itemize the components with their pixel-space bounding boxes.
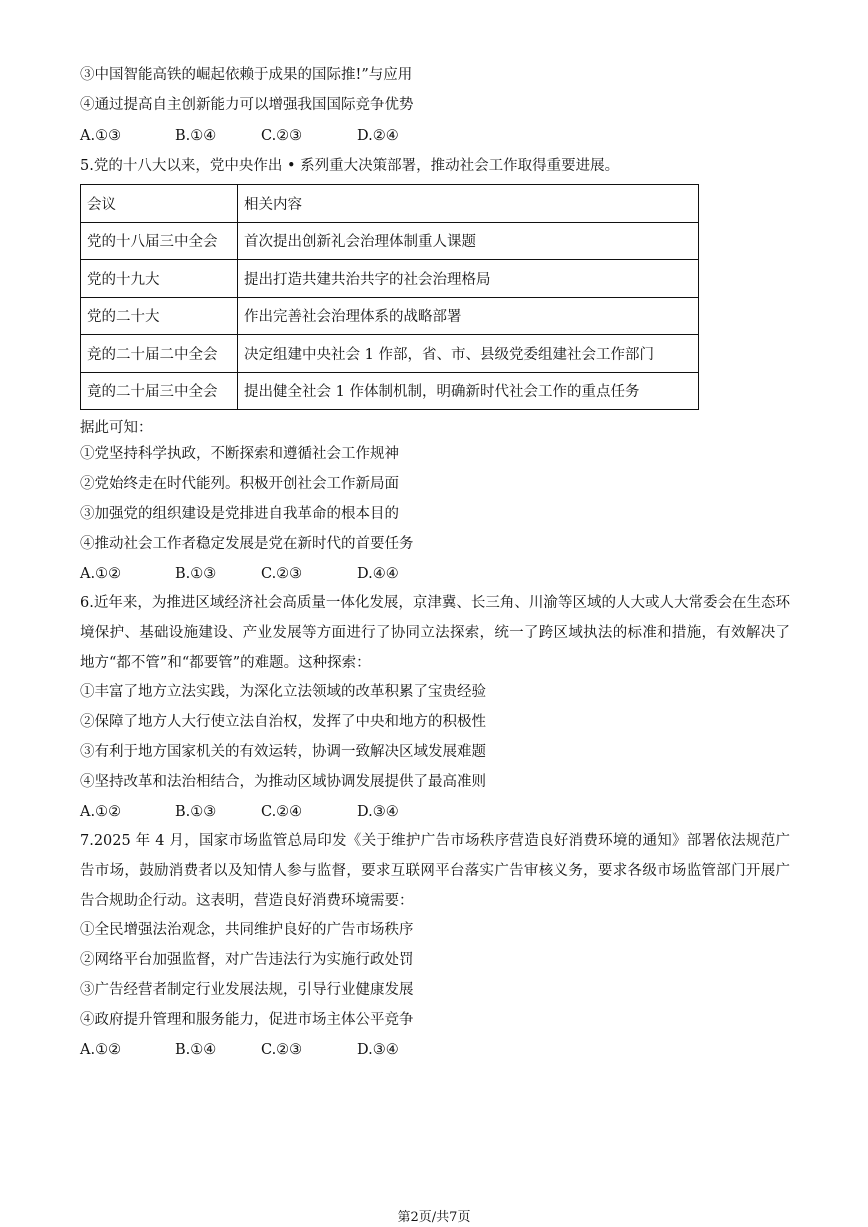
q5-choice-c: C.②③ bbox=[261, 566, 303, 582]
q6-option-3: ③有利于地方国家机关的有效运转，协调一致解决区域发展难题 bbox=[80, 744, 486, 760]
q7-choice-a: A.①② bbox=[80, 1042, 122, 1058]
table-row bbox=[81, 222, 699, 260]
q7-choice-c: C.②③ bbox=[261, 1042, 303, 1058]
q5-stem: 5.党的十八大以来，党中央作出 • 系列重大决策部署，推动社会工作取得重要进展。 bbox=[80, 158, 620, 174]
q7-answer-choices bbox=[80, 1040, 399, 1060]
q4-choice-d: D.②④ bbox=[357, 128, 399, 144]
q7-stem: 7.2025 年 4 月，国家市场监管总局印发《关于维护广告市场秩序营造良好消费环境的通知》部署依法规范广告市场，鼓励消费者以及知情人参与监督，要求互联网平台落实广告审核义务，要求各级市场监管部门开展广告合规助企行动。这表明，营造良好消费环境需要： bbox=[80, 833, 790, 909]
table-row bbox=[81, 297, 699, 335]
table-row bbox=[81, 335, 699, 373]
table-row bbox=[81, 372, 699, 410]
q5-option-3: ③加强党的组织建设是党排进自我革命的根本目的 bbox=[80, 506, 399, 522]
q7-option-1: ①全民增强法治观念，共同维护良好的广告市场秩序 bbox=[80, 922, 414, 938]
q5-choice-a: A.①② bbox=[80, 566, 122, 582]
q4-answer-choices bbox=[80, 126, 399, 146]
q5-answer-choices bbox=[80, 564, 399, 584]
q5-choice-b: B.①③ bbox=[175, 566, 217, 582]
table-header-content: 相关内容 bbox=[238, 185, 699, 223]
table-cell-meeting: 竞的二十届二中全会 bbox=[81, 335, 238, 373]
table-cell-meeting: 党的二十大 bbox=[81, 297, 238, 335]
q7-choice-d: D.③④ bbox=[357, 1042, 399, 1058]
q5-meetings-table bbox=[80, 184, 699, 410]
q4-choice-c: C.②③ bbox=[261, 128, 303, 144]
table-header-row bbox=[81, 185, 699, 223]
q5-option-1: ①党坚持科学执政，不断探索和遵循社会工作规神 bbox=[80, 446, 399, 462]
table-cell-meeting: 党的十九大 bbox=[81, 260, 238, 298]
q6-choice-b: B.①③ bbox=[175, 804, 217, 820]
table-cell-content: 提出打造共建共治共字的社会治理格局 bbox=[238, 260, 699, 298]
q4-option-4: ④通过提高自主创新能力可以增强我国国际竞争优势 bbox=[80, 97, 414, 113]
page-number: 第2页/共7页 bbox=[397, 1210, 471, 1225]
q6-option-4: ④坚持改革和法治相结合，为推动区域协调发展提供了最高准则 bbox=[80, 774, 486, 790]
q4-option-3: ③中国智能高铁的崛起依赖于成果的国际推!”与应用 bbox=[80, 67, 413, 83]
q5-option-2: ②党始终走在时代能列。积极开创社会工作新局面 bbox=[80, 476, 399, 492]
table-cell-content: 决定组建中央社会 1 作部，省、市、县级党委组建社会工作部门 bbox=[238, 335, 699, 373]
q6-stem: 6.近年来，为推进区域经济社会高质量一体化发展，京津冀、长三角、川渝等区域的人大或人大常委会在生态环境保护、基础设施建设、产业发展等方面进行了协同立法探索，统一了跨区域执法的标准和措施，有效解决了地方“都不管”和“都要管”的难题。这种探索： bbox=[80, 595, 790, 671]
q6-option-2: ②保障了地方人大行使立法自治权，发挥了中央和地方的积极性 bbox=[80, 714, 486, 730]
table-cell-content: 提出健全社会 1 作体制机制，明确新时代社会工作的重点任务 bbox=[238, 372, 699, 410]
q6-option-1: ①丰富了地方立法实践，为深化立法领域的改革积累了宝贵经验 bbox=[80, 684, 486, 700]
q6-answer-choices bbox=[80, 802, 399, 822]
q7-option-3: ③广告经营者制定行业发展法规，引导行业健康发展 bbox=[80, 982, 414, 998]
q6-choice-a: A.①② bbox=[80, 804, 122, 820]
q6-choice-d: D.③④ bbox=[357, 804, 399, 820]
q7-option-2: ②网络平台加强监督，对广告违法行为实施行政处罚 bbox=[80, 952, 414, 968]
table-row bbox=[81, 260, 699, 298]
table-cell-meeting: 竟的二十届三中全会 bbox=[81, 372, 238, 410]
q5-lead: 据此可知： bbox=[80, 420, 153, 436]
q5-choice-d: D.④④ bbox=[357, 566, 399, 582]
q4-choice-b: B.①④ bbox=[175, 128, 217, 144]
q6-choice-c: C.②④ bbox=[261, 804, 303, 820]
q7-option-4: ④政府提升管理和服务能力，促进市场主体公平竞争 bbox=[80, 1012, 414, 1028]
q7-choice-b: B.①④ bbox=[175, 1042, 217, 1058]
q5-option-4: ④推动社会工作者稳定发展是党在新时代的首要任务 bbox=[80, 536, 414, 552]
table-cell-meeting: 党的十八届三中全会 bbox=[81, 222, 238, 260]
q4-choice-a: A.①③ bbox=[80, 128, 122, 144]
table-header-meeting: 会议 bbox=[81, 185, 238, 223]
table-cell-content: 作出完善社会治理体系的战略部署 bbox=[238, 297, 699, 335]
table-cell-content: 首次提出创新礼会治理体制重人课题 bbox=[238, 222, 699, 260]
